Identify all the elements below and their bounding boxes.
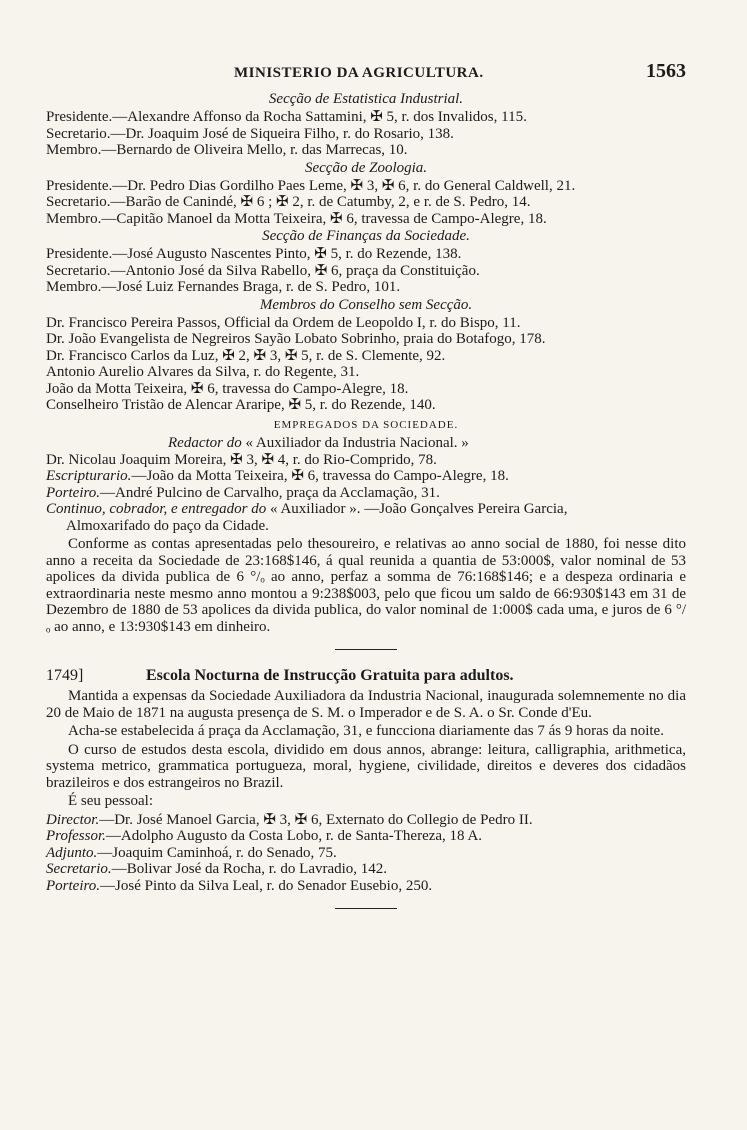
header-title: MINISTERIO DA AGRICULTURA. xyxy=(234,65,484,81)
member-line: Membro.—Bernardo de Oliveira Mello, r. das Marrecas, 10. xyxy=(46,142,408,158)
member-line: Secretario.—Barão de Canindé, ✠ 6 ; ✠ 2, r. de Catumby, 2, e r. de S. Pedro, 14. xyxy=(46,194,531,210)
employees-heading: EMPREGADOS DA SOCIEDADE. xyxy=(273,418,459,431)
escripturario-label: Escripturario. xyxy=(46,468,132,484)
redactor-label: Redactor do xyxy=(168,434,242,451)
staff-role: Adjunto. xyxy=(46,844,98,861)
page xyxy=(46,60,686,925)
staff-line xyxy=(46,861,686,878)
staff-text: —José Pinto da Silva Leal, r. do Senador Eusebio, 250. xyxy=(100,877,433,894)
redactor-line xyxy=(46,434,686,452)
member-line: Dr. Francisco Pereira Passos, Official da Ordem de Leopoldo I, r. do Bispo, 11. xyxy=(46,314,521,331)
member-line: Presidente.—Dr. Pedro Dias Gordilho Paes Leme, ✠ 3, ✠ 6, r. do General Caldwell, 21. xyxy=(46,177,576,194)
member-line: Conselheiro Tristão de Alencar Araripe, ✠ 5, r. do Rezende, 140. xyxy=(46,397,436,413)
member-line: João da Motta Teixeira, ✠ 6, travessa do Campo-Alegre, 18. xyxy=(46,380,409,397)
entry-number: 1749] xyxy=(46,667,84,684)
continuo-label: Continuo, cobrador, e entregador do xyxy=(46,501,267,517)
continuo-text: « Auxiliador ». —João Gonçalves Pereira Garcia, xyxy=(266,501,568,517)
divider xyxy=(335,649,397,650)
member-line: Membro.—José Luiz Fernandes Braga, r. de S. Pedro, 101. xyxy=(46,279,401,295)
staff-line xyxy=(46,878,686,895)
running-header xyxy=(46,60,686,90)
section-heading-zoologia: Secção de Zoologia. xyxy=(304,159,428,176)
porteiro-label: Porteiro. xyxy=(46,484,101,501)
escripturario-line xyxy=(46,468,686,485)
staff-line xyxy=(46,845,686,862)
accounts-paragraph: Conforme as contas apresentadas pelo thesoureiro, e relativas ao anno social de 1880, foi nesse dito anno a receita da Sociedade de 23:168$146, á qual reunida a quantia de 53:000$, valor nominal de 53 apolices da divida publica de 6 °/ₒ ao anno, perfaz a somma de 76:168$146; e a despeza ordinaria e extraordinaria neste mesmo anno montou a 9:238$003, pelo que ficou um saldo de 66:930$143 em 31 de Dezembro de 1880 de 53 apolices da divida publica, do valor nominal de 1:000$ cada uma, e juros de 6 °/ₒ ao anno, e 13:930$143 em dinheiro. xyxy=(46,536,686,635)
member-line: Dr. João Evangelista de Negreiros Sayão Lobato Sobrinho, praia do Botafogo, 178. xyxy=(46,331,546,347)
school-paragraph-4: É seu pessoal: xyxy=(68,793,153,809)
staff-text: —Adolpho Augusto da Costa Lobo, r. de Santa-Thereza, 18 A. xyxy=(105,828,483,844)
member-line: Secretario.—Antonio José da Silva Rabello, ✠ 6, praça da Constituição. xyxy=(46,262,480,279)
staff-role: Director. xyxy=(46,811,100,828)
entry-title: Escola Nocturna de Instrucção Gratuita para adultos. xyxy=(146,667,514,684)
staff-line xyxy=(46,812,686,829)
staff-line xyxy=(46,828,686,845)
continuo-line xyxy=(46,501,686,518)
school-entry-heading xyxy=(46,666,686,686)
staff-role: Porteiro. xyxy=(46,877,101,894)
member-line: Secretario.—Dr. Joaquim José de Siqueira Filho, r. do Rosario, 138. xyxy=(46,125,454,142)
member-line: Dr. Francisco Carlos da Luz, ✠ 2, ✠ 3, ✠ 5, r. de S. Clemente, 92. xyxy=(46,347,446,364)
porteiro-text: —André Pulcino de Carvalho, praça da Acclamação, 31. xyxy=(100,484,440,501)
staff-text: —Joaquim Caminhoá, r. do Senado, 75. xyxy=(97,844,337,861)
section-heading-conselho: Membros do Conselho sem Secção. xyxy=(259,296,473,313)
staff-role: Professor. xyxy=(46,828,106,844)
redactor-publication: « Auxiliador da Industria Nacional. » xyxy=(241,434,469,451)
porteiro-line xyxy=(46,485,686,502)
section-heading-financas: Secção de Finanças da Sociedade. xyxy=(262,228,470,244)
member-line: Membro.—Capitão Manoel da Motta Teixeira, ✠ 6, travessa de Campo-Alegre, 18. xyxy=(46,210,547,227)
member-line: Presidente.—Alexandre Affonso da Rocha Sattamini, ✠ 5, r. dos Invalidos, 115. xyxy=(46,109,527,125)
page-number: 1563 xyxy=(646,60,686,82)
staff-text: —Dr. José Manoel Garcia, ✠ 3, ✠ 6, Externato do Collegio de Pedro II. xyxy=(99,811,533,828)
divider xyxy=(335,908,397,909)
school-paragraph-1: Mantida a expensas da Sociedade Auxiliadora da Industria Nacional, inaugurada solemnemente no dia 20 de Maio de 1871 na augusta presença de S. M. o Imperador e de S. A. o Sr. Conde d'Eu. xyxy=(46,688,686,721)
staff-text: —Bolivar José da Rocha, r. do Lavradio, 142. xyxy=(111,861,388,877)
member-line: Presidente.—José Augusto Nascentes Pinto, ✠ 5, r. do Rezende, 138. xyxy=(46,246,462,262)
school-paragraph-2: Acha-se estabelecida á praça da Acclamação, 31, e funcciona diariamente das 7 ás 9 horas da noite. xyxy=(68,723,664,739)
section-heading-estatistica: Secção de Estatistica Industrial. xyxy=(268,91,464,107)
member-line: Antonio Aurelio Alvares da Silva, r. do Regente, 31. xyxy=(46,364,360,380)
escripturario-text: —João da Motta Teixeira, ✠ 6, travessa do Campo-Alegre, 18. xyxy=(131,468,509,484)
continuo-continuation: Almoxarifado do paço da Cidade. xyxy=(66,517,269,534)
redactor-name: Dr. Nicolau Joaquim Moreira, ✠ 3, ✠ 4, r. do Rio-Comprido, 78. xyxy=(46,451,437,468)
school-paragraph-3: O curso de estudos desta escola, dividido em dous annos, abrange: leitura, calligraphia, arithmetica, systema metrico, grammatica portugueza, moral, hygiene, civilidade, direitos e deveres dos cidadãos brazileiros e dos estrangeiros no Brazil. xyxy=(46,741,686,791)
staff-role: Secretario. xyxy=(46,861,112,877)
